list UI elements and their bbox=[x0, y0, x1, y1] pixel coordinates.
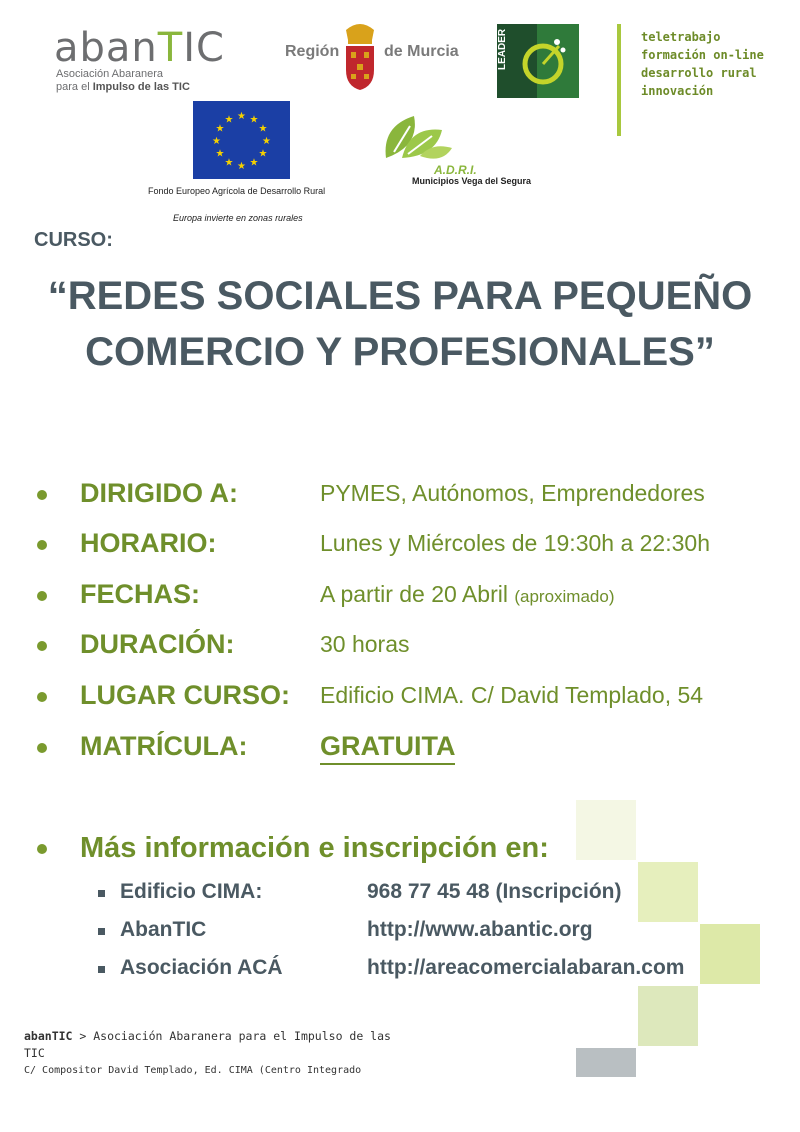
svg-text:★: ★ bbox=[215, 123, 225, 135]
bullet-dot bbox=[37, 692, 47, 702]
contact-phone: 968 77 45 48 (Inscripción) bbox=[367, 880, 622, 903]
contact-label: Asociación ACÁ bbox=[120, 956, 283, 979]
detail-label: MATRÍCULA: bbox=[80, 731, 248, 761]
tagline-divider bbox=[617, 24, 621, 136]
contact-label: Edificio CIMA: bbox=[120, 880, 263, 903]
detail-row-matricula bbox=[0, 731, 800, 775]
course-label: CURSO: bbox=[34, 229, 113, 251]
svg-text:LEADER: LEADER bbox=[497, 28, 508, 70]
murcia-shield-icon bbox=[340, 22, 380, 92]
course-title: “REDES SOCIALES PARA PEQUEÑO COMERCIO Y PROFESIONALES” bbox=[47, 274, 753, 374]
tagline-list bbox=[641, 28, 771, 100]
svg-text:★: ★ bbox=[249, 157, 259, 169]
svg-text:★: ★ bbox=[249, 114, 259, 126]
detail-row-dirigido bbox=[0, 478, 800, 522]
decor-square bbox=[576, 1048, 636, 1077]
eu-fund-caption: Fondo Europeo Agrícola de Desarrollo Rural bbox=[148, 186, 326, 196]
svg-text:★: ★ bbox=[215, 148, 225, 160]
svg-text:★: ★ bbox=[212, 136, 221, 147]
detail-label: LUGAR CURSO: bbox=[80, 680, 290, 710]
bullet-dot bbox=[37, 844, 47, 854]
bullet-dot bbox=[37, 490, 47, 500]
contact-row bbox=[0, 882, 800, 912]
contact-row bbox=[0, 958, 800, 988]
tagline-item: innovación bbox=[641, 84, 714, 98]
detail-row-fechas bbox=[0, 579, 800, 623]
detail-value: A partir de 20 Abril (aproximado) bbox=[320, 581, 615, 607]
tagline-item: formación on-line bbox=[641, 48, 764, 62]
svg-text:★: ★ bbox=[237, 161, 246, 172]
tagline-item: teletrabajo bbox=[641, 30, 721, 44]
contact-link[interactable]: http://www.abantic.org bbox=[367, 918, 593, 941]
bullet-dot bbox=[37, 591, 47, 601]
leader-logo-icon bbox=[497, 24, 579, 98]
decor-square bbox=[638, 986, 698, 1046]
square-bullet bbox=[98, 928, 105, 935]
detail-label: HORARIO: bbox=[80, 528, 217, 558]
decor-square bbox=[576, 800, 636, 860]
svg-text:★: ★ bbox=[258, 148, 268, 160]
svg-text:★: ★ bbox=[237, 111, 246, 122]
detail-row-lugar bbox=[0, 680, 800, 724]
bullet-dot bbox=[37, 540, 47, 550]
adri-name: A.D.R.I. bbox=[434, 163, 477, 177]
bullet-dot bbox=[37, 743, 47, 753]
detail-value: Lunes y Miércoles de 19:30h a 22:30h bbox=[320, 530, 710, 556]
contact-label: AbanTIC bbox=[120, 918, 207, 941]
detail-row-duracion bbox=[0, 629, 800, 673]
detail-value-free: GRATUITA bbox=[320, 729, 455, 765]
detail-value: 30 horas bbox=[320, 631, 410, 657]
detail-note: (aproximado) bbox=[514, 587, 615, 606]
contact-link[interactable]: http://areacomercialabaran.com bbox=[367, 956, 685, 979]
square-bullet bbox=[98, 890, 105, 897]
svg-text:★: ★ bbox=[262, 136, 271, 147]
detail-row-horario bbox=[0, 528, 800, 572]
info-heading: Más información e inscripción en: bbox=[80, 832, 549, 864]
region-murcia-text-left: Región bbox=[285, 43, 340, 60]
detail-value: Edificio CIMA. C/ David Templado, 54 bbox=[320, 682, 704, 708]
detail-value: PYMES, Autónomos, Emprendedores bbox=[320, 480, 705, 506]
contact-row bbox=[0, 920, 800, 950]
adri-caption: Municipios Vega del Segura bbox=[412, 176, 532, 186]
eu-slogan: Europa invierte en zonas rurales bbox=[173, 213, 303, 223]
region-murcia-text-right: de Murcia bbox=[384, 43, 459, 60]
tagline-item: desarrollo rural bbox=[641, 66, 757, 80]
svg-text:★: ★ bbox=[224, 114, 234, 126]
abantic-subtitle: Asociación Abaranera para el Impulso de las TIC bbox=[56, 68, 190, 93]
svg-text:★: ★ bbox=[224, 157, 234, 169]
svg-text:★: ★ bbox=[258, 123, 268, 135]
bullet-dot bbox=[37, 641, 47, 651]
detail-label: DURACIÓN: bbox=[80, 629, 235, 659]
footer-organization: abanTIC > Asociación Abaranera para el Impulso de las TIC bbox=[24, 1029, 391, 1060]
abantic-logo: abanTIC bbox=[54, 25, 225, 71]
square-bullet bbox=[98, 966, 105, 973]
eu-flag-icon bbox=[193, 101, 290, 179]
footer-address: C/ Compositor David Templado, Ed. CIMA (Centro Integrado bbox=[24, 1065, 362, 1076]
detail-label: DIRIGIDO A: bbox=[80, 478, 238, 508]
detail-label: FECHAS: bbox=[80, 579, 200, 609]
